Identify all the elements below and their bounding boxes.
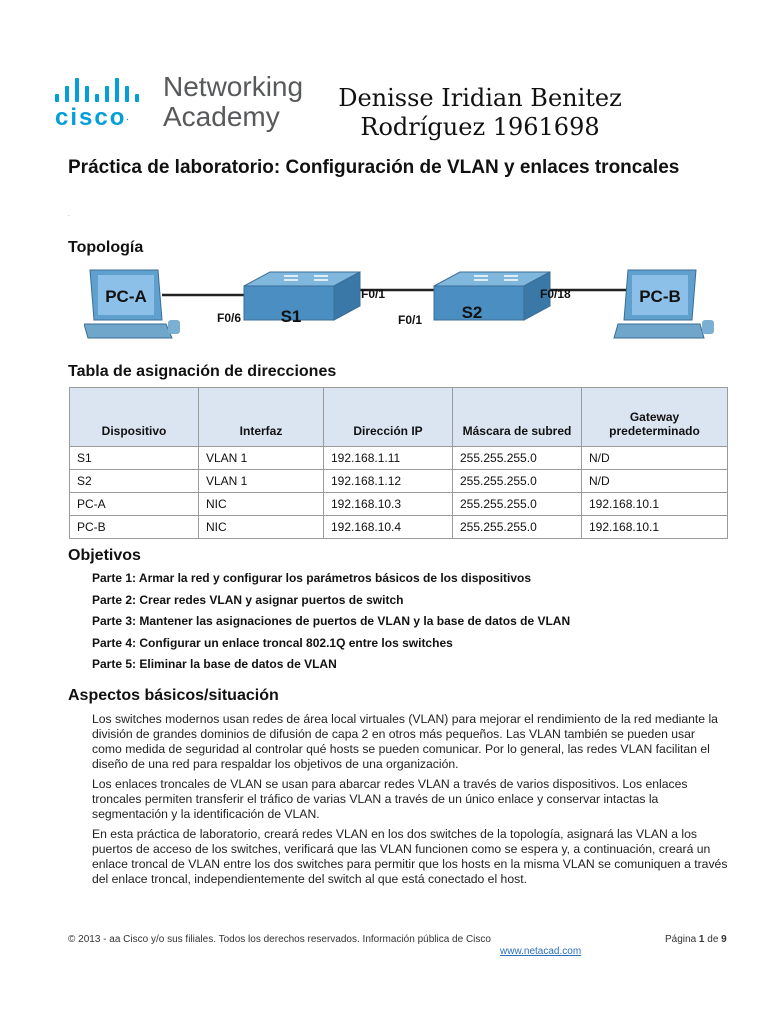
table-cell: 255.255.255.0 (453, 447, 582, 470)
separator-dot: . (68, 212, 70, 218)
logo-academy-text: Academy (163, 101, 280, 132)
table-header-cell: Máscara de subred (453, 388, 582, 447)
table-cell: NIC (199, 493, 324, 516)
topology-diagram (84, 262, 724, 352)
table-cell: N/D (582, 447, 728, 470)
table-header-cell: Dispositivo (70, 388, 199, 447)
table-cell: PC-A (70, 493, 199, 516)
table-row (70, 493, 728, 516)
table-cell: NIC (199, 516, 324, 539)
table-cell: 192.168.1.12 (324, 470, 453, 493)
table-cell: 255.255.255.0 (453, 516, 582, 539)
table-cell: 255.255.255.0 (453, 470, 582, 493)
logo-networking-text: Networking (163, 71, 304, 102)
table-cell: 192.168.10.1 (582, 493, 728, 516)
pc-a-label: PC-A (105, 287, 147, 306)
s1-label: S1 (280, 307, 302, 326)
cisco-networking-academy-logo (55, 71, 315, 136)
table-cell: 192.168.10.4 (324, 516, 453, 539)
page-title: Práctica de laboratorio: Configuración de VLAN y enlaces troncales (68, 157, 680, 178)
section-heading-topology: Topología (68, 239, 144, 256)
port-label-f06: F0/6 (217, 311, 242, 325)
table-cell: S1 (70, 447, 199, 470)
section-heading-address-table: Tabla de asignación de direcciones (68, 363, 337, 380)
s2-label: S2 (461, 303, 483, 322)
table-cell: N/D (582, 470, 728, 493)
objective-item: Parte 3: Mantener las asignaciones de puertos de VLAN y la base de datos de VLAN (92, 614, 571, 628)
table-header-cell: Gateway predeterminado (582, 388, 728, 447)
table-row (70, 447, 728, 470)
objective-item: Parte 1: Armar la red y configurar los parámetros básicos de los dispositivos (92, 571, 532, 585)
background-paragraph: Los enlaces troncales de VLAN se usan para abarcar redes VLAN a través de varios dispositivos. Los enlaces troncales permiten transferir el tráfico de varias VLAN a través de un único enlace y conservar intactas la segmentación y la identificación de VLAN. (92, 777, 688, 821)
section-heading-background: Aspectos básicos/situación (68, 687, 279, 704)
table-cell: 192.168.10.3 (324, 493, 453, 516)
footer-copyright: © 2013 - aa Cisco y/o sus filiales. Todos los derechos reservados. Información pública de Cisco (68, 934, 491, 945)
table-cell: 192.168.10.1 (582, 516, 728, 539)
table-cell: VLAN 1 (199, 470, 324, 493)
table-header-cell: Dirección IP (324, 388, 453, 447)
port-label-s2-f01: F0/1 (398, 313, 423, 327)
footer-page-number: Página 1 de 9 (665, 934, 727, 945)
footer-netacad-link[interactable]: www.netacad.com (500, 946, 582, 957)
address-table (69, 387, 728, 539)
switch-s2-icon (434, 272, 550, 320)
table-cell: 192.168.1.11 (324, 447, 453, 470)
table-cell: PC-B (70, 516, 199, 539)
table-row (70, 516, 728, 539)
pc-b-label: PC-B (639, 287, 681, 306)
table-header-row (70, 388, 728, 447)
cisco-wordmark: cisco. (55, 104, 129, 131)
table-cell: 255.255.255.0 (453, 493, 582, 516)
objectives-list (92, 571, 570, 679)
objective-item: Parte 5: Eliminar la base de datos de VLAN (92, 657, 337, 671)
table-cell: S2 (70, 470, 199, 493)
port-label-f018: F0/18 (540, 287, 571, 301)
background-paragraph: Los switches modernos usan redes de área local virtuales (VLAN) para mejorar el rendimiento de la red mediante la división de grandes dominios de difusión de capa 2 en otros más pequeños. Las VLAN también se pueden usar como medida de seguridad al controlar qué hosts se pueden comunicar. Por lo general, las redes VLAN facilitan el diseño de una red para respaldar los objetivos de una organización. (92, 712, 718, 771)
background-paragraph: En esta práctica de laboratorio, creará redes VLAN en los dos switches de la topología, asignará las VLAN a los puertos de acceso de los switches, verificará que las VLAN funcionen como se espera y, a continuación, creará un enlace troncal de VLAN entre los dos switches para permitir que los hosts en la misma VLAN se comuniquen a través del enlace troncal, independientemente del switch al que está conectado el host. (92, 827, 728, 886)
objective-item: Parte 2: Crear redes VLAN y asignar puertos de switch (92, 592, 404, 607)
switch-s1-icon (244, 272, 360, 320)
author-line-2: Rodríguez 1961698 (360, 113, 600, 141)
author-line-1: Denisse Iridian Benitez (338, 84, 622, 112)
table-cell: VLAN 1 (199, 447, 324, 470)
table-row (70, 470, 728, 493)
section-heading-objectives: Objetivos (68, 547, 141, 564)
table-header-cell: Interfaz (199, 388, 324, 447)
port-label-s1-f01: F0/1 (361, 287, 386, 301)
author-name (330, 84, 630, 142)
cisco-bars-icon (55, 76, 155, 102)
objective-item: Parte 4: Configurar un enlace troncal 802.1Q entre los switches (92, 635, 453, 650)
